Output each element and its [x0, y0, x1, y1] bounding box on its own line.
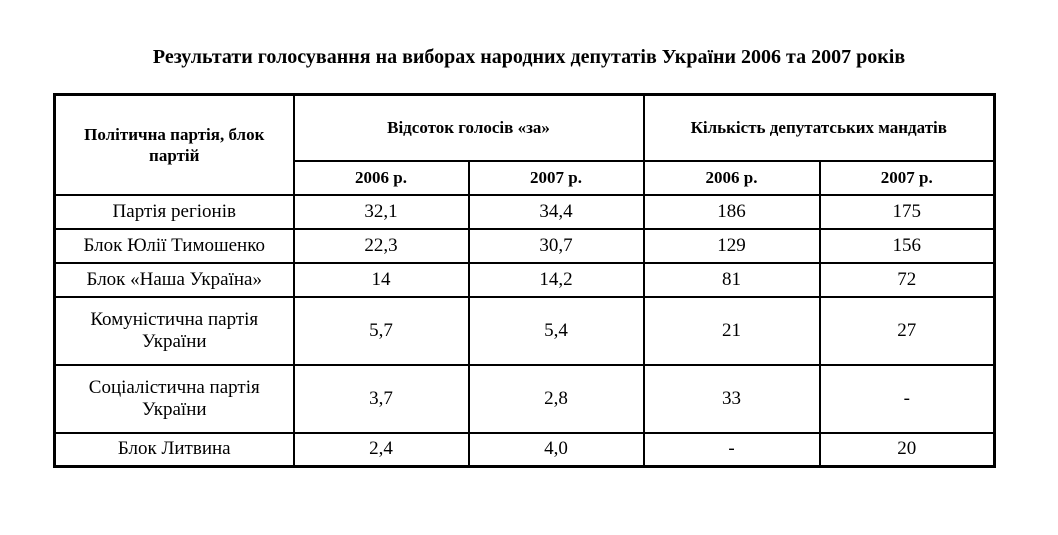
- votes-2006: 5,7: [294, 297, 469, 365]
- header-seats-2006: 2006 р.: [644, 161, 820, 195]
- document-title: Результати голосування на виборах народних депутатів України 2006 та 2007 років: [152, 46, 906, 68]
- seats-2007: 156: [820, 229, 995, 263]
- party-name: Блок «Наша Україна»: [55, 263, 294, 297]
- party-name: Комуністична партія України: [55, 297, 294, 365]
- seats-2007: -: [820, 365, 995, 433]
- party-name: Блок Юлії Тимошенко: [55, 229, 294, 263]
- table-row: [55, 263, 995, 297]
- party-name: Блок Литвина: [55, 433, 294, 467]
- votes-2007: 34,4: [469, 195, 644, 229]
- votes-2006: 3,7: [294, 365, 469, 433]
- votes-2006: 32,1: [294, 195, 469, 229]
- votes-2007: 4,0: [469, 433, 644, 467]
- seats-2006: 129: [644, 229, 820, 263]
- header-party: Політична партія, блок партій: [55, 95, 294, 195]
- seats-2006: 186: [644, 195, 820, 229]
- seats-2006: 33: [644, 365, 820, 433]
- seats-2006: 21: [644, 297, 820, 365]
- seats-2007: 20: [820, 433, 995, 467]
- seats-2007: 27: [820, 297, 995, 365]
- table-row: [55, 433, 995, 467]
- election-results-table: [53, 93, 996, 468]
- votes-2007: 5,4: [469, 297, 644, 365]
- seats-2006: -: [644, 433, 820, 467]
- header-votes-percent: Відсоток голосів «за»: [294, 95, 644, 161]
- table-row: [55, 195, 995, 229]
- seats-2007: 72: [820, 263, 995, 297]
- table-row: [55, 229, 995, 263]
- header-votes-2007: 2007 р.: [469, 161, 644, 195]
- header-seats-2007: 2007 р.: [820, 161, 995, 195]
- votes-2007: 30,7: [469, 229, 644, 263]
- party-name: Партія регіонів: [55, 195, 294, 229]
- table-row: [55, 297, 995, 365]
- table-row: [55, 365, 995, 433]
- header-votes-2006: 2006 р.: [294, 161, 469, 195]
- votes-2006: 2,4: [294, 433, 469, 467]
- votes-2007: 2,8: [469, 365, 644, 433]
- header-row-groups: [55, 95, 995, 161]
- votes-2006: 22,3: [294, 229, 469, 263]
- header-seats-count: Кількість депутатських мандатів: [644, 95, 995, 161]
- votes-2007: 14,2: [469, 263, 644, 297]
- seats-2007: 175: [820, 195, 995, 229]
- votes-2006: 14: [294, 263, 469, 297]
- party-name: Соціалістична партія України: [55, 365, 294, 433]
- seats-2006: 81: [644, 263, 820, 297]
